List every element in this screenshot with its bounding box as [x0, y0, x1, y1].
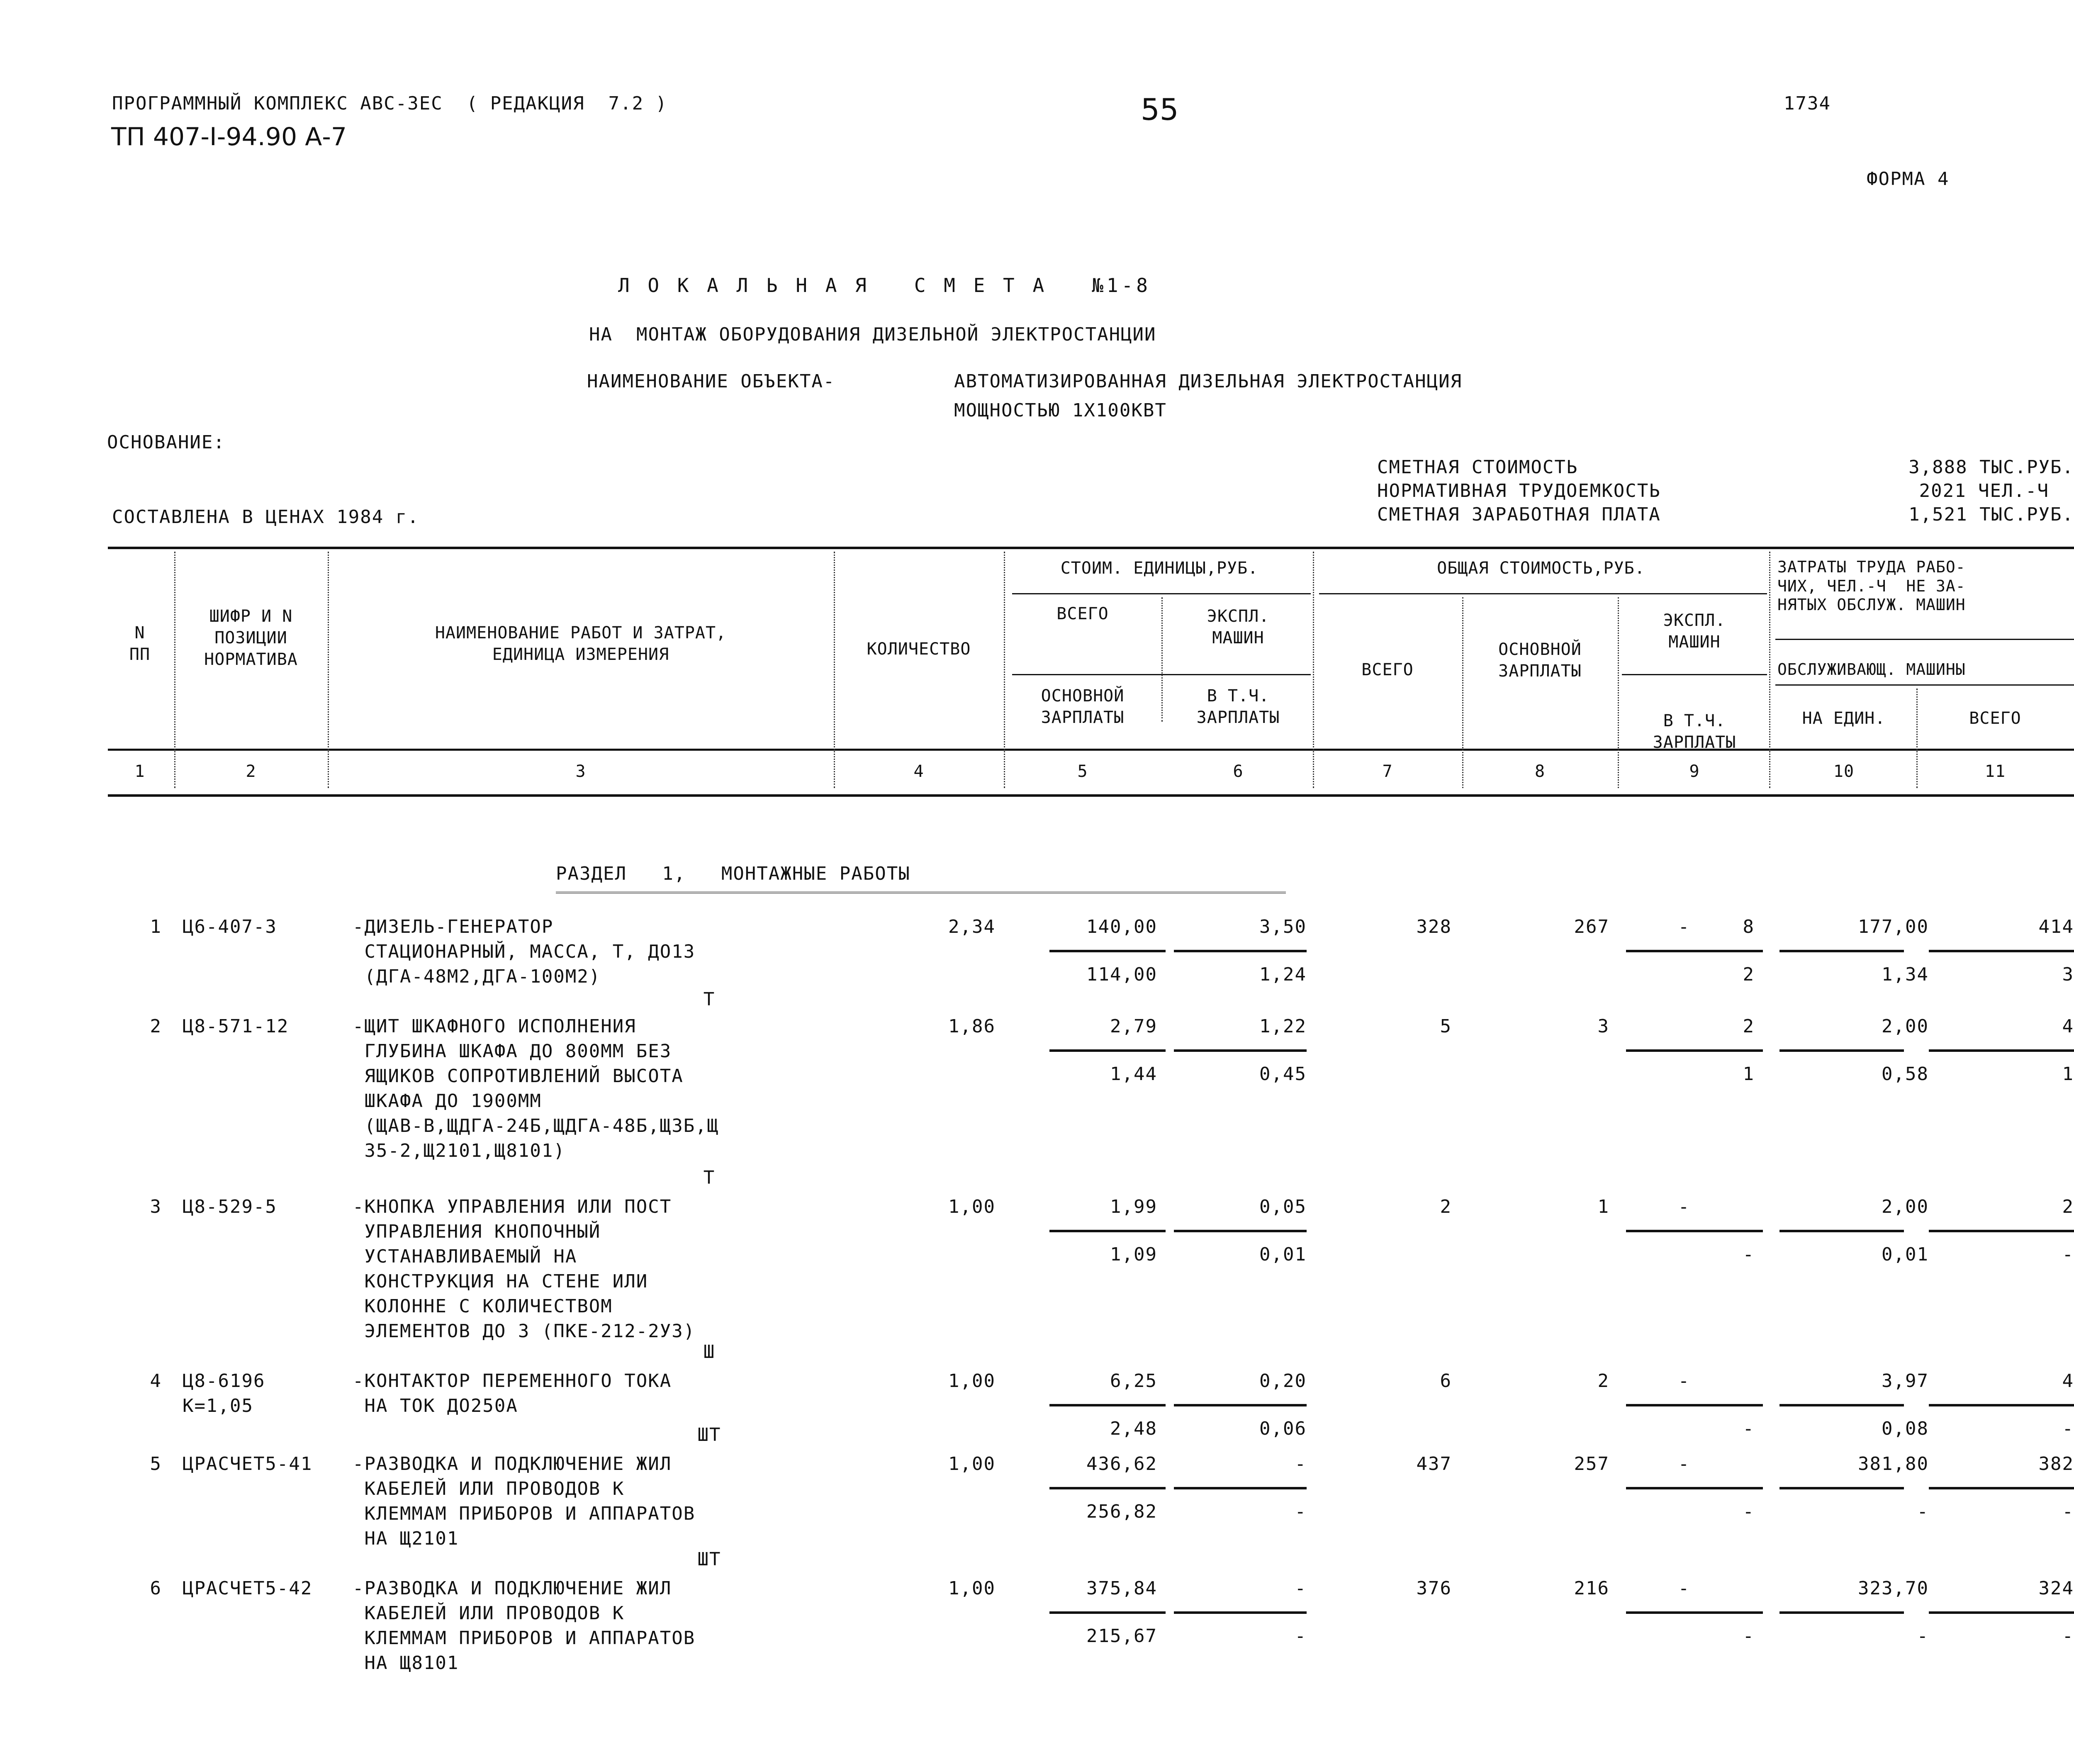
header-col-quantity: КОЛИЧЕСТВО: [867, 640, 971, 659]
column-divider: [1769, 552, 1770, 788]
row-total: 437: [1416, 1453, 1452, 1474]
column-number: 4: [913, 762, 924, 781]
row-unit-machine-wage: 0,01: [1259, 1244, 1307, 1265]
row-total-wage: 3: [1597, 1016, 1609, 1037]
row-labor-total: 382: [2038, 1453, 2074, 1474]
row-unit: ШТ: [697, 1424, 721, 1445]
column-divider: [1004, 552, 1005, 788]
row-name: -ДИЗЕЛЬ-ГЕНЕРАТОР СТАЦИОНАРНЫЙ, МАССА, Т, ДО13 (ДГА-48М2,ДГА-100М2): [353, 916, 696, 987]
row-name: -ЩИТ ШКАФНОГО ИСПОЛНЕНИЯ ГЛУБИНА ШКАФА ДО 800ММ БЕЗ ЯЩИКОВ СОПРОТИВЛЕНИЙ ВЫСОТА ШКАФА ДО 1900ММ (ЩАВ-В,ЩДГА-24Б,ЩДГА-48Б,Щ3Б,Щ 35-2,Щ2101,Щ8101): [353, 1016, 719, 1161]
column-number: 2: [246, 762, 256, 781]
row-unit-wage: 1,44: [1110, 1063, 1157, 1085]
column-number: 1: [134, 762, 145, 781]
row-total-machines-value: 2: [1743, 1016, 1755, 1037]
row-code: Ц6-407-3: [183, 916, 277, 937]
row-total-wage: 1: [1597, 1196, 1609, 1217]
header-unit-total: ВСЕГО: [1056, 604, 1109, 623]
row-number: 6: [150, 1578, 162, 1599]
basis-label: ОСНОВАНИЕ:: [107, 432, 225, 453]
value-divider: [1626, 1230, 1763, 1232]
row-total-machines: -: [1678, 1453, 1690, 1474]
value-divider: [1626, 1049, 1763, 1052]
row-quantity: 1,00: [948, 1578, 996, 1599]
row-number: 4: [150, 1370, 162, 1392]
value-divider: [1929, 1230, 2074, 1232]
value-divider: [1929, 950, 2074, 952]
row-labor-unit: 177,00: [1858, 916, 1929, 937]
row-total: 376: [1416, 1578, 1452, 1599]
column-number: 5: [1077, 762, 1088, 781]
row-total-wage: 2: [1597, 1370, 1609, 1392]
header-unit-machine-wage: В Т.Ч. ЗАРПЛАТЫ: [1196, 686, 1280, 727]
column-divider: [1618, 597, 1619, 788]
value-divider: [1626, 1487, 1763, 1489]
row-number: 2: [150, 1016, 162, 1037]
column-divider: [1313, 552, 1314, 788]
value-divider: [1779, 1230, 1904, 1232]
row-quantity: 1,00: [948, 1453, 996, 1474]
row-labor-machine-unit: -: [1917, 1501, 1929, 1522]
row-unit-total: 436,62: [1086, 1453, 1157, 1474]
row-labor-unit: 2,00: [1882, 1016, 1929, 1037]
row-total-wage: 267: [1574, 916, 1609, 937]
row-unit-total: 375,84: [1086, 1578, 1157, 1599]
section-underline: [556, 892, 1286, 895]
value-divider: [1049, 1487, 1166, 1489]
row-labor-total: 4: [2062, 1370, 2074, 1392]
row-unit-machines: -: [1295, 1453, 1307, 1474]
header-sub-rule: [1775, 684, 2074, 686]
column-divider: [174, 552, 175, 788]
row-unit-wage: 114,00: [1086, 964, 1157, 985]
row-unit-wage: 2,48: [1110, 1418, 1157, 1439]
row-labor-machine-total: -: [2062, 1244, 2074, 1265]
header-unit-machines: ЭКСПЛ. МАШИН: [1207, 607, 1270, 647]
summary-label: СМЕТНАЯ СТОИМОСТЬ: [1377, 457, 1578, 478]
value-divider: [1174, 1404, 1307, 1406]
row-total: 328: [1416, 916, 1452, 937]
row-labor-unit: 381,80: [1858, 1453, 1929, 1474]
row-quantity: 1,00: [948, 1370, 996, 1392]
header-mid-rule: [108, 749, 2074, 751]
value-divider: [1779, 1049, 1904, 1052]
header-total-wage: ОСНОВНОЙ ЗАРПЛАТЫ: [1498, 640, 1582, 681]
header-col-name: НАИМЕНОВАНИЕ РАБОТ И ЗАТРАТ, ЕДИНИЦА ИЗМЕРЕНИЯ: [435, 623, 727, 664]
row-total-machine-wage: 2: [1743, 964, 1755, 985]
row-total-machine-wage: -: [1743, 1501, 1755, 1522]
value-divider: [1779, 1611, 1904, 1614]
row-labor-machine-total: 3: [2062, 964, 2074, 985]
value-divider: [1779, 1487, 1904, 1489]
column-number: 3: [575, 762, 586, 781]
row-unit-machines: 3,50: [1259, 916, 1307, 937]
row-unit: ШТ: [697, 1549, 721, 1570]
summary-value: 1,521 ТЫС.РУБ.: [1908, 504, 2074, 525]
row-quantity: 1,86: [948, 1016, 996, 1037]
header-total-cost: ОБЩАЯ СТОИМОСТЬ,РУБ.: [1437, 559, 1645, 578]
header-col-code: ШИФР И N ПОЗИЦИИ НОРМАТИВА: [204, 607, 298, 669]
header-sub-rule: [1622, 674, 1767, 675]
value-divider: [1929, 1611, 2074, 1614]
row-labor-unit: 323,70: [1858, 1578, 1929, 1599]
row-unit-machine-wage: 0,06: [1259, 1418, 1307, 1439]
row-labor-unit: 3,97: [1882, 1370, 1929, 1392]
value-divider: [1174, 950, 1307, 952]
row-unit-wage: 215,67: [1086, 1625, 1157, 1647]
row-unit-machines: 1,22: [1259, 1016, 1307, 1037]
column-divider: [1462, 597, 1463, 788]
row-name: -КОНТАКТОР ПЕРЕМЕННОГО ТОКА НА ТОК ДО250А: [353, 1370, 672, 1416]
header-labor-total: ВСЕГО: [1969, 709, 2021, 728]
row-total-machines: -: [1678, 1196, 1690, 1217]
object-name: АВТОМАТИЗИРОВАННАЯ ДИЗЕЛЬНАЯ ЭЛЕКТРОСТАНЦИЯ: [954, 371, 1463, 392]
row-quantity: 1,00: [948, 1196, 996, 1217]
header-total-machines: ЭКСПЛ. МАШИН: [1663, 611, 1726, 652]
row-labor-machine-unit: 0,08: [1882, 1418, 1929, 1439]
header-unit-wage: ОСНОВНОЙ ЗАРПЛАТЫ: [1041, 686, 1125, 727]
form-label: ФОРМА 4: [1867, 168, 1950, 190]
value-divider: [1929, 1049, 2074, 1052]
row-total-wage: 216: [1574, 1578, 1609, 1599]
value-divider: [1049, 1230, 1166, 1232]
column-divider: [834, 552, 835, 788]
row-labor-total: 324: [2038, 1578, 2074, 1599]
row-code: Ц8-6196: [183, 1370, 265, 1392]
row-unit-machine-wage: -: [1295, 1501, 1307, 1522]
summary-value: 3,888 ТЫС.РУБ.: [1908, 457, 2074, 478]
row-code: Ц8-529-5: [183, 1196, 277, 1217]
column-number: 7: [1382, 762, 1393, 781]
column-number: 6: [1233, 762, 1244, 781]
row-number: 1: [150, 916, 162, 937]
row-unit-machine-wage: 0,45: [1259, 1063, 1307, 1085]
column-number: 9: [1689, 762, 1700, 781]
summary-label: СМЕТНАЯ ЗАРАБОТНАЯ ПЛАТА: [1377, 504, 1661, 525]
row-labor-machine-total: -: [2062, 1625, 2074, 1647]
row-total-machines: -: [1678, 916, 1690, 937]
program-header: ПРОГРАММНЫЙ КОМПЛЕКС АВС-ЗЕС ( РЕДАКЦИЯ 7.2 ): [112, 93, 668, 114]
row-labor-total: 414: [2038, 916, 2074, 937]
value-divider: [1174, 1487, 1307, 1489]
value-divider: [1626, 1611, 1763, 1614]
row-number: 3: [150, 1196, 162, 1217]
row-total: 2: [1440, 1196, 1452, 1217]
row-name: -РАЗВОДКА И ПОДКЛЮЧЕНИЕ ЖИЛ КАБЕЛЕЙ ИЛИ ПРОВОДОВ К КЛЕММАМ ПРИБОРОВ И АППАРАТОВ НА Щ2101: [353, 1453, 696, 1549]
row-labor-machine-unit: -: [1917, 1625, 1929, 1647]
row-unit-machines: 0,05: [1259, 1196, 1307, 1217]
header-total-machine-wage: В Т.Ч. ЗАРПЛАТЫ: [1653, 711, 1736, 752]
row-unit-wage: 1,09: [1110, 1244, 1157, 1265]
header-bottom-rule: [108, 794, 2074, 797]
row-unit: Т: [703, 1167, 716, 1188]
value-divider: [1626, 1404, 1763, 1406]
sheet-number: 1734: [1784, 93, 1831, 114]
row-labor-unit: 2,00: [1882, 1196, 1929, 1217]
row-total: 5: [1440, 1016, 1452, 1037]
value-divider: [1929, 1487, 2074, 1489]
header-col-number: N ПП: [129, 623, 151, 664]
object-power: МОЩНОСТЬЮ 1Х100КВТ: [954, 400, 1167, 421]
column-number: 8: [1534, 762, 1546, 781]
row-unit-machines: -: [1295, 1578, 1307, 1599]
row-labor-total: 4: [2062, 1016, 2074, 1037]
header-sub-rule: [1012, 674, 1311, 675]
row-total-machine-wage: -: [1743, 1244, 1755, 1265]
row-code: Ц8-571-12: [183, 1016, 289, 1037]
value-divider: [1174, 1230, 1307, 1232]
row-total: 6: [1440, 1370, 1452, 1392]
value-divider: [1049, 1611, 1166, 1614]
header-labor-unit: НА ЕДИН.: [1802, 709, 1886, 728]
row-name: -РАЗВОДКА И ПОДКЛЮЧЕНИЕ ЖИЛ КАБЕЛЕЙ ИЛИ ПРОВОДОВ К КЛЕММАМ ПРИБОРОВ И АППАРАТОВ НА Щ8101: [353, 1578, 696, 1674]
row-labor-total: 2: [2062, 1196, 2074, 1217]
column-number: 11: [1984, 762, 2006, 781]
row-total-machine-wage: -: [1743, 1418, 1755, 1439]
value-divider: [1174, 1049, 1307, 1052]
row-unit: Ш: [703, 1341, 716, 1363]
estimate-title: Л О К А Л Ь Н А Я С М Е Т А №1-8: [618, 274, 1151, 297]
header-sub-rule: [1319, 593, 1767, 594]
header-top-rule: [108, 547, 2074, 549]
value-divider: [1779, 950, 1904, 952]
object-label: НАИМЕНОВАНИЕ ОБЪЕКТА-: [587, 371, 835, 392]
row-code: ЦРАСЧЕТ5-41: [183, 1453, 313, 1474]
value-divider: [1049, 1404, 1166, 1406]
row-unit-wage: 256,82: [1086, 1501, 1157, 1522]
row-unit-total: 1,99: [1110, 1196, 1157, 1217]
row-total-wage: 257: [1574, 1453, 1609, 1474]
row-unit-machine-wage: -: [1295, 1625, 1307, 1647]
column-divider: [1916, 689, 1918, 788]
header-labor-machines: ОБСЛУЖИВАЮЩ. МАШИНЫ: [1777, 660, 1966, 679]
row-total-machines-value: 8: [1743, 916, 1755, 937]
summary-label: НОРМАТИВНАЯ ТРУДОЕМКОСТЬ: [1377, 480, 1661, 501]
column-divider: [1161, 597, 1163, 722]
row-labor-machine-total: -: [2062, 1418, 2074, 1439]
header-unit-cost: СТОИМ. ЕДИНИЦЫ,РУБ.: [1060, 559, 1259, 578]
row-unit-machine-wage: 1,24: [1259, 964, 1307, 985]
row-total-machines: -: [1678, 1370, 1690, 1392]
value-divider: [1779, 1404, 1904, 1406]
header-sub-rule: [1775, 639, 2074, 640]
row-unit-total: 140,00: [1086, 916, 1157, 937]
value-divider: [1049, 1049, 1166, 1052]
value-divider: [1049, 950, 1166, 952]
row-name: -КНОПКА УПРАВЛЕНИЯ ИЛИ ПОСТ УПРАВЛЕНИЯ КНОПОЧНЫЙ УСТАНАВЛИВАЕМЫЙ НА КОНСТРУКЦИЯ НА СТЕНЕ ИЛИ КОЛОННЕ С КОЛИЧЕСТВОМ ЭЛЕМЕНТОВ ДО 3 (ПКЕ-212-2У3): [353, 1196, 696, 1342]
summary-value: 2021 ЧЕЛ.-Ч: [1919, 480, 2049, 501]
section-title: РАЗДЕЛ 1, МОНТАЖНЫЕ РАБОТЫ: [556, 863, 910, 884]
value-divider: [1929, 1404, 2074, 1406]
row-labor-machine-unit: 0,58: [1882, 1063, 1929, 1085]
row-unit: Т: [703, 989, 716, 1010]
row-code-coefficient: К=1,05: [183, 1395, 253, 1416]
row-unit-total: 6,25: [1110, 1370, 1157, 1392]
row-number: 5: [150, 1453, 162, 1474]
row-total-machine-wage: 1: [1743, 1063, 1755, 1085]
page-number: 55: [1141, 92, 1179, 127]
column-number: 10: [1833, 762, 1855, 781]
value-divider: [1626, 950, 1763, 952]
row-unit-machines: 0,20: [1259, 1370, 1307, 1392]
row-total-machines: -: [1678, 1578, 1690, 1599]
header-total-all: ВСЕГО: [1361, 660, 1414, 679]
row-labor-machine-unit: 1,34: [1882, 964, 1929, 985]
row-labor-machine-total: -: [2062, 1501, 2074, 1522]
header-sub-rule: [1012, 593, 1311, 594]
row-total-machine-wage: -: [1743, 1625, 1755, 1647]
row-labor-machine-unit: 0,01: [1882, 1244, 1929, 1265]
value-divider: [1174, 1611, 1307, 1614]
row-quantity: 2,34: [948, 916, 996, 937]
header-labor: ЗАТРАТЫ ТРУДА РАБО- ЧИХ, ЧЕЛ.-Ч НЕ ЗА- НЯТЫХ ОБСЛУЖ. МАШИН: [1777, 558, 1966, 614]
row-labor-machine-total: 1: [2062, 1063, 2074, 1085]
prices-note: СОСТАВЛЕНА В ЦЕНАХ 1984 г.: [112, 506, 419, 528]
document-code: ТП 407-I-94.90 А-7: [111, 122, 347, 151]
row-code: ЦРАСЧЕТ5-42: [183, 1578, 313, 1599]
estimate-subtitle: НА МОНТАЖ ОБОРУДОВАНИЯ ДИЗЕЛЬНОЙ ЭЛЕКТРОСТАНЦИИ: [589, 324, 1156, 345]
column-divider: [328, 552, 329, 788]
row-unit-total: 2,79: [1110, 1016, 1157, 1037]
